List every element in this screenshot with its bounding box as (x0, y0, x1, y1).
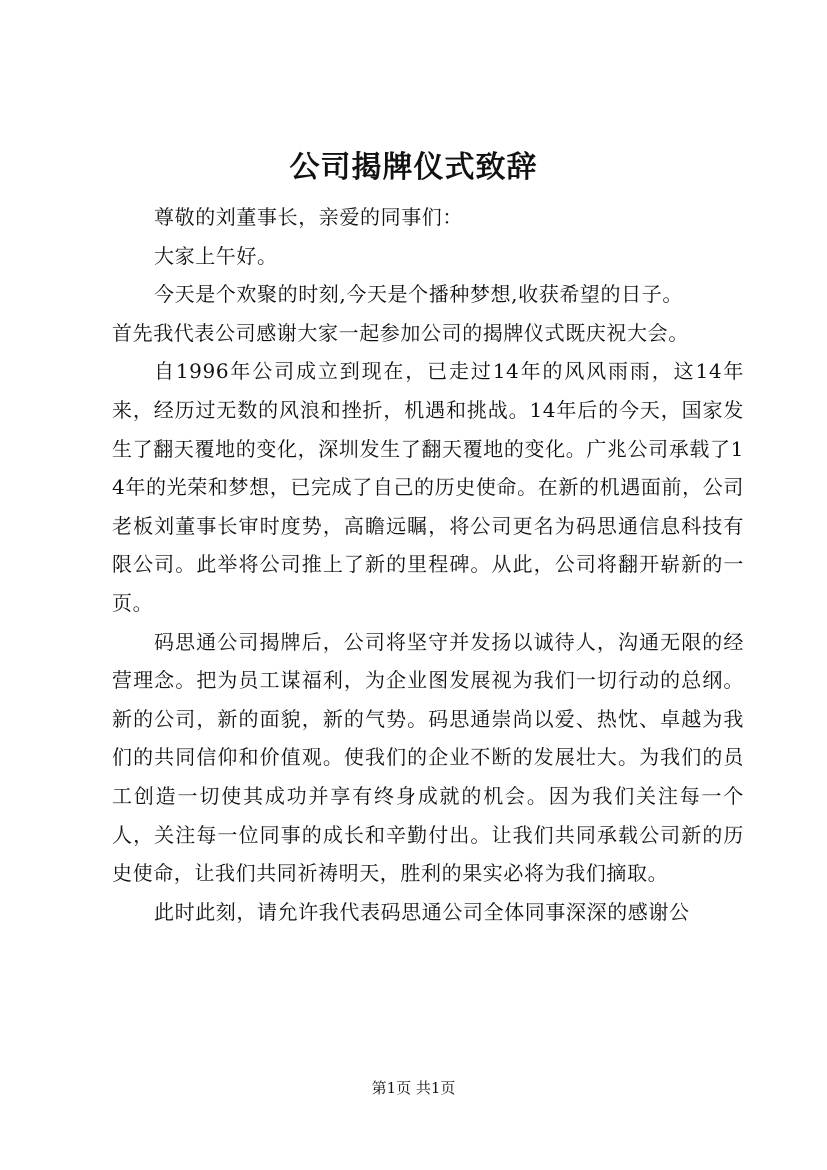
thanks-paragraph: 首先我代表公司感谢大家一起参加公司的揭牌仪式既庆祝大会。 (112, 320, 689, 345)
philosophy-paragraph: 码思通公司揭牌后，公司将坚守并发扬以诚待人，沟通无限的经营理念。把为员工谋福利，为企业图发展视为我们一切行动的总纲。新的公司，新的面貌，新的气势。码思通崇尚以爱、热忱、卓越为我们的共同信仰和价值观。使我们的企业不断的发展壮大。为我们的员工创造一切使其成功并享有终身成就的机会。因为我们关注每一个人，关注每一位同事的成长和辛勤付出。让我们共同承载公司新的历史使命，让我们共同祈祷明天，胜利的果实必将为我们摘取。 (112, 629, 744, 886)
document-body (112, 198, 744, 931)
closing-paragraph: 此时此刻，请允许我代表码思通公司全体同事深深的感谢公 (154, 899, 690, 924)
salutation-paragraph: 尊敬的刘董事长，亲爱的同事们： (154, 205, 463, 229)
history-paragraph: 自1996年公司成立到现在，已走过14年的风风雨雨，这14年来，经历过无数的风浪和挫折，机遇和挑战。14年后的今天，国家发生了翻天覆地的变化，深圳发生了翻天覆地的变化。广兆公司承载了14年的光荣和梦想，已完成了自己的历史使命。在新的机遇面前，公司老板刘董事长审时度势，高瞻远瞩，将公司更名为码思通信息科技有限公司。此举将公司推上了新的里程碑。从此，公司将翻开崭新的一页。 (112, 359, 744, 615)
page-number-footer: 第1页 共1页 (371, 1079, 456, 1097)
opening-paragraph: 今天是个欢聚的时刻,今天是个播种梦想,收获希望的日子。 (154, 282, 683, 307)
greeting-paragraph: 大家上午好。 (154, 243, 278, 268)
page-title: 公司揭牌仪式致辞 (289, 150, 538, 185)
